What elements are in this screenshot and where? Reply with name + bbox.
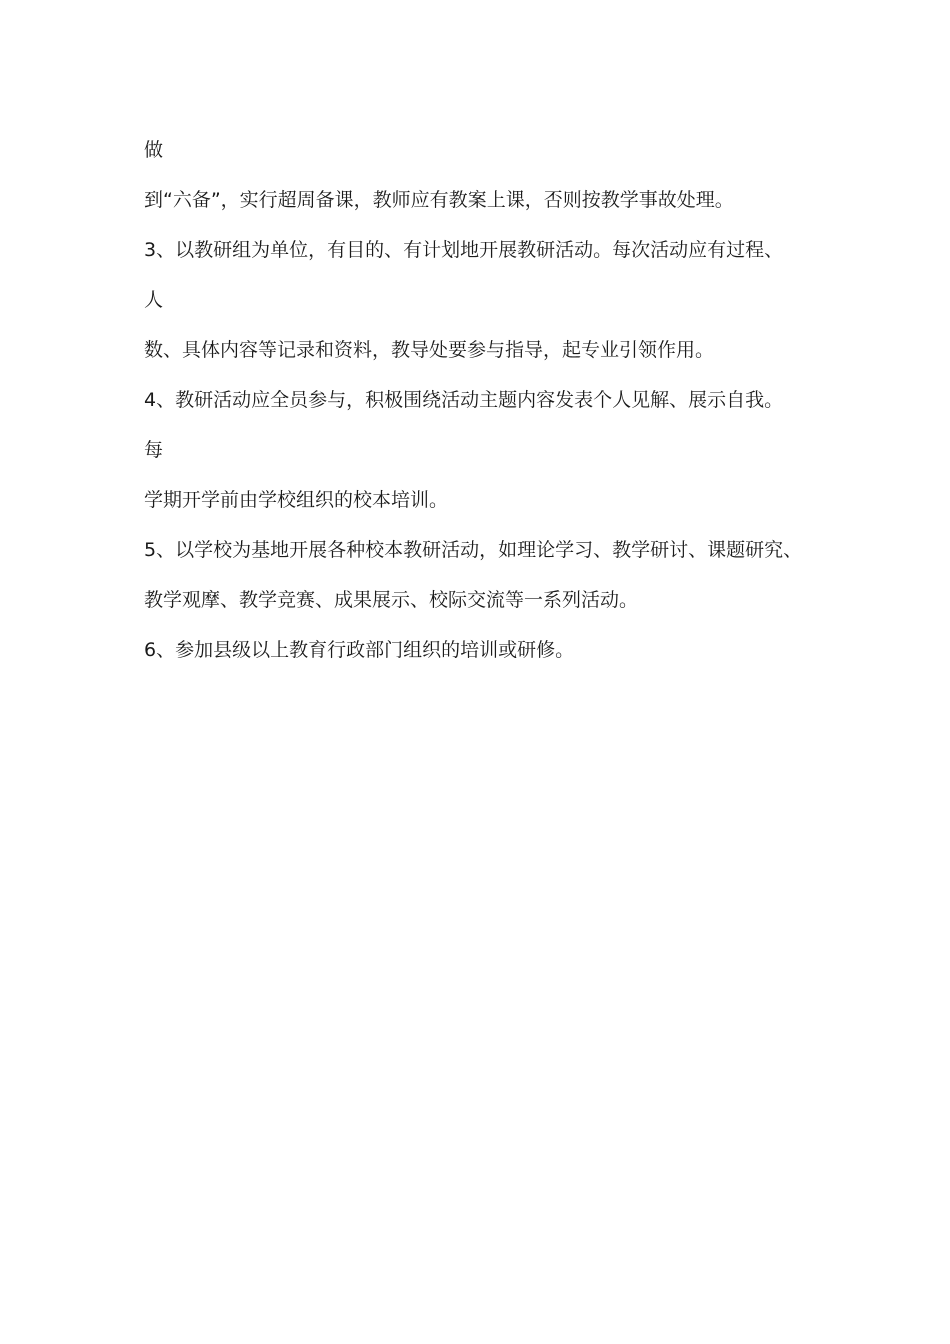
text-line: 教学观摩、教学竞赛、成果展示、校际交流等一系列活动。 — [144, 589, 639, 611]
text-line: 做 — [144, 139, 164, 161]
text-line: 人 — [144, 289, 164, 311]
text-line: 到“六备”，实行超周备课，教师应有教案上课，否则按教学事故处理。 — [144, 189, 734, 211]
list-item-6-line: 6、参加县级以上教育行政部门组织的培训或研修。 — [144, 639, 575, 661]
text-line: 每 — [144, 439, 164, 461]
list-item-3-line: 3、以教研组为单位，有目的、有计划地开展教研活动。每次活动应有过程、 — [144, 239, 784, 261]
list-item-5-line: 5、以学校为基地开展各种校本教研活动，如理论学习、教学研讨、课题研究、 — [144, 539, 803, 561]
text-line: 学期开学前由学校组织的校本培训。 — [144, 489, 449, 511]
document-body — [144, 133, 824, 683]
list-item-4-line: 4、教研活动应全员参与，积极围绕活动主题内容发表个人见解、展示自我。 — [144, 389, 784, 411]
text-line: 数、具体内容等记录和资料，教导处要参与指导，起专业引领作用。 — [144, 339, 715, 361]
